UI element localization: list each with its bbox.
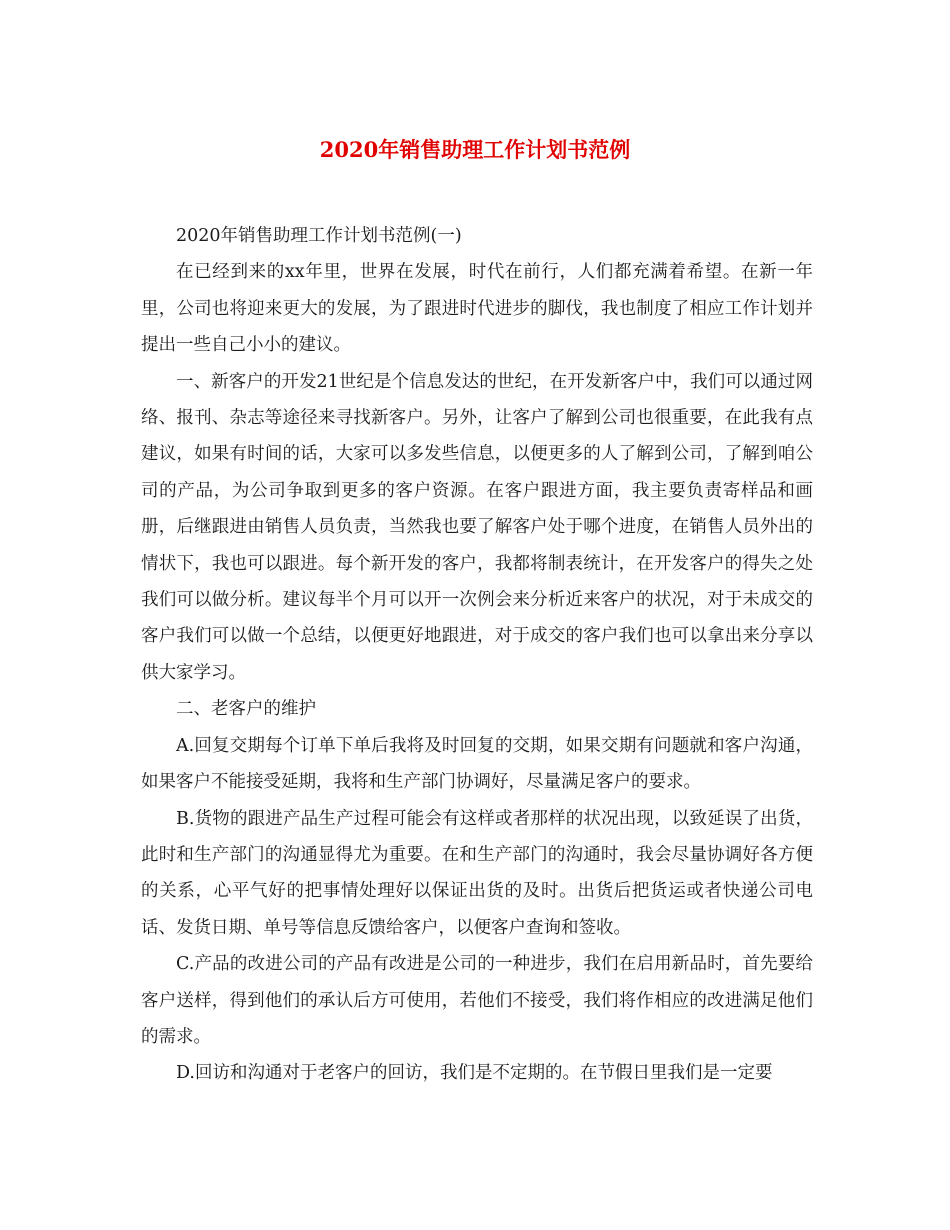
item-d-paragraph: D.回访和沟通对于老客户的回访，我们是不定期的。在节假日里我们是一定要 [176,1063,773,1084]
document-title: 2020年销售助理工作计划书范例 [319,137,631,162]
item-c-paragraph: C.产品的改进公司的产品有改进是公司的一种进步，我们在启用新品时，首先要给客户送样，得到他们的承认后方可使用，若他们不接受，我们将作相应的改进满足他们的需求。 [141,954,813,1047]
section-heading-old-customers: 二、老客户的维护 [176,699,316,720]
item-b-paragraph: B.货物的跟进产品生产过程可能会有这样或者那样的状况出现，以致延误了出货，此时和生产部门的沟通显得尤为重要。在和生产部门的沟通时，我会尽量协调好各方便的关系，心平气好的把事情处理好以保证出货的及时。出货后把货运或者快递公司电话、发货日期、单号等信息反馈给客户，以便客户查询和签收。 [141,808,813,938]
subtitle-paragraph: 2020年销售助理工作计划书范例(一) [176,226,462,246]
new-customer-paragraph: 一、新客户的开发21世纪是个信息发达的世纪，在开发新客户中，我们可以通过网络、报刊、杂志等途径来寻找新客户。另外，让客户了解到公司也很重要，在此我有点建议，如果有时间的话，大家可以多发些信息，以便更多的人了解到公司，了解到咱公司的产品，为公司争取到更多的客户资源。在客户跟进方面，我主要负责寄样品和画册，后继跟进由销售人员负责，当然我也要了解客户处于哪个进度，在销售人员外出的情状下，我也可以跟进。每个新开发的客户，我都将制表统计，在开发客户的得失之处我们可以做分析。建议每半个月可以开一次例会来分析近来客户的状况，对于未成交的客户我们可以做一个总结，以便更好地跟进，对于成交的客户我们也可以拿出来分享以供大家学习。 [141,371,813,683]
document-body [141,218,813,1092]
item-a-paragraph: A.回复交期每个订单下单后我将及时回复的交期，如果交期有问题就和客户沟通，如果客户不能接受延期，我将和生产部门协调好，尽量满足客户的要求。 [141,735,813,793]
intro-paragraph: 在已经到来的xx年里，世界在发展，时代在前行，人们都充满着希望。在新一年里，公司也将迎来更大的发展，为了跟进时代进步的脚伐，我也制度了相应工作计划并提出一些自己小小的建议。 [141,262,813,356]
